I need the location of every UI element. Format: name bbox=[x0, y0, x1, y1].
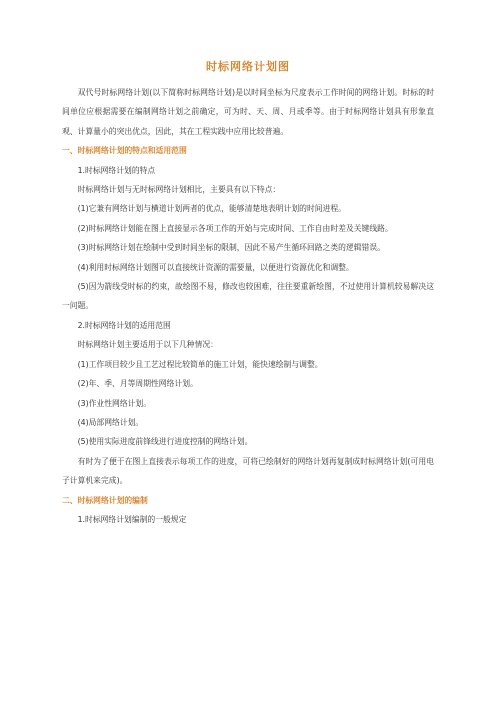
feature-item-3: (3)时标网络计划在绘制中受到时间坐标的限制，因此不易产生循环回路之类的逻辑错误。 bbox=[77, 243, 385, 253]
section1-heading: 一、时标网络计划的特点和适用范围 bbox=[62, 146, 187, 156]
section1-sub2: 2.时标网络计划的适用范围 bbox=[77, 320, 171, 330]
section1-sub1: 1.时标网络计划的特点 bbox=[77, 165, 156, 175]
scope-item-3: (3)作业性网络计划。 bbox=[77, 398, 152, 408]
document-page bbox=[62, 60, 434, 529]
feature-item-1: (1)它兼有网络计划与横道计划两者的优点，能够清楚地表明计划的时间进程。 bbox=[77, 204, 346, 214]
scope-item-5: (5)使用实际进度前锋线进行进度控制的网络计划。 bbox=[77, 437, 253, 447]
section1-paragraph1: 时标网络计划与无时标网络计划相比，主要具有以下特点： bbox=[77, 185, 281, 195]
feature-item-2: (2)时标网络计划能在图上直接显示各项工作的开始与完成时间、工作自由时差及关键线路。 bbox=[77, 223, 393, 233]
section2-heading: 二、时标网络计划的编制 bbox=[62, 495, 148, 505]
feature-item-5: (5)因为箭线受时标的约束，故绘图不易，修改也较困难，往往要重新绘图，不过使用计算机较易解决这一问题。 bbox=[62, 282, 434, 311]
scope-item-1: (1)工作项目较少且工艺过程比较简单的施工计划，能快速绘制与调整。 bbox=[77, 359, 323, 369]
intro-paragraph: 双代号时标网络计划(以下简称时标网络计划)是以时间坐标为尺度表示工作时间的网络计划。时标的时间单位应根据需要在编制网络计划之前确定，可为时、天、周、月或季等。由于时标网络计划具有形象直观、计算量小的突出优点，因此，其在工程实践中应用比较普遍。 bbox=[62, 88, 434, 136]
scope-item-4: (4)局部网络计划。 bbox=[77, 417, 144, 427]
document-title: 时标网络计划图 bbox=[206, 60, 290, 73]
section2-sub1: 1.时标网络计划编制的一般规定 bbox=[77, 514, 187, 524]
scope-item-2: (2)年、季、月等周期性网络计划。 bbox=[77, 379, 198, 389]
section1-paragraph3: 有时为了便于在图上直接表示每项工作的进度，可将已绘制好的网络计划再复制成时标网络计划(可用电子计算机来完成)。 bbox=[62, 456, 434, 486]
section1-paragraph2: 时标网络计划主要适用于以下几种情况： bbox=[77, 340, 218, 350]
feature-item-4: (4)利用时标网络计划图可以直接统计资源的需要量，以便进行资源优化和调整。 bbox=[77, 262, 354, 272]
